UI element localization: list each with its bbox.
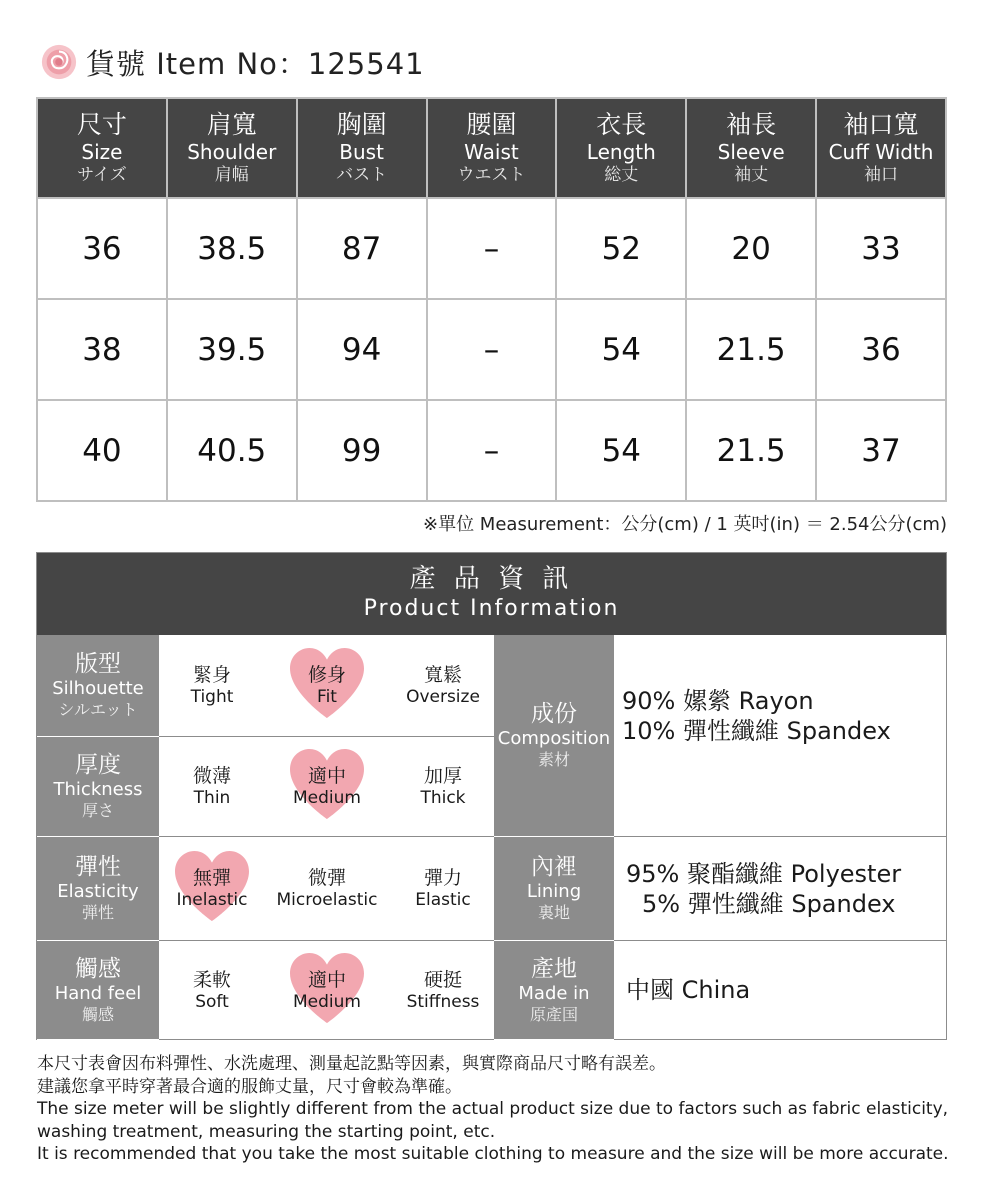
option-label-en: Microelastic xyxy=(276,890,378,910)
attr-label-composition xyxy=(494,635,614,837)
attr-options-row xyxy=(159,837,494,941)
attr-label-elasticity xyxy=(37,837,159,941)
page-header xyxy=(40,40,425,84)
attr-label-en: Hand feel xyxy=(54,982,142,1004)
column-header-size xyxy=(37,98,167,198)
value-line: 中國 China xyxy=(626,976,751,1004)
column-header-zh: 腰圍 xyxy=(466,110,517,139)
table-cell: 39.5 xyxy=(167,299,297,400)
table-cell: – xyxy=(427,400,557,501)
column-header-cuff-width xyxy=(816,98,946,198)
attr-label-ja: 裏地 xyxy=(537,903,570,922)
value-line: 5% 彈性纖維 Spandex xyxy=(642,889,896,918)
column-header-shoulder xyxy=(167,98,297,198)
option-label-en: Fit xyxy=(317,687,337,707)
table-row xyxy=(37,400,946,501)
table-cell: 54 xyxy=(556,400,686,501)
option-label-zh: 緊身 xyxy=(192,664,231,686)
table-cell: 99 xyxy=(297,400,427,501)
option-label-en: Medium xyxy=(293,788,361,808)
column-header-zh: 胸圍 xyxy=(336,110,387,139)
column-header-en: Cuff Width xyxy=(828,140,934,164)
column-header-zh: 衣長 xyxy=(596,110,647,139)
option xyxy=(273,837,381,941)
attr-label-zh: 版型 xyxy=(75,651,121,677)
option xyxy=(158,737,266,837)
option-label-zh: 彈力 xyxy=(423,867,462,889)
product-info-title-zh: 產 品 資 訊 xyxy=(409,564,574,594)
column-header-zh: 尺寸 xyxy=(76,110,127,139)
product-info-panel xyxy=(36,552,947,1040)
attr-label-zh: 厚度 xyxy=(75,752,121,778)
option-label-zh: 微薄 xyxy=(192,765,231,787)
attr-label-zh: 成份 xyxy=(531,701,577,727)
table-cell: – xyxy=(427,198,557,299)
option-label-en: Inelastic xyxy=(176,890,248,910)
table-cell: 40 xyxy=(37,400,167,501)
attr-options-row xyxy=(159,737,494,837)
option-label-en: Oversize xyxy=(406,687,480,707)
attr-label-hand-feel xyxy=(37,941,159,1040)
attr-label-thickness xyxy=(37,737,159,837)
disclaimer-line: washing treatment, measuring the starting point, etc. xyxy=(37,1121,496,1142)
attr-label-en: Elasticity xyxy=(57,881,139,902)
measurement-note: ※單位 Measurement：公分(cm) / 1 英吋(in) ＝ 2.54公分(cm) xyxy=(423,514,947,535)
attr-label-en: Composition xyxy=(497,728,611,749)
attr-label-silhouette xyxy=(37,635,159,737)
table-cell: 54 xyxy=(556,299,686,400)
table-cell: 36 xyxy=(37,198,167,299)
column-header-ja: 肩幅 xyxy=(214,165,249,185)
attr-label-ja: シルエット xyxy=(58,700,138,719)
option-label-en: Soft xyxy=(195,991,229,1012)
column-header-en: Size xyxy=(81,140,123,164)
option-label-zh: 加厚 xyxy=(423,765,462,787)
table-cell: 33 xyxy=(816,198,946,299)
attr-label-ja: 厚さ xyxy=(81,801,114,820)
attr-label-zh: 觸感 xyxy=(75,955,121,982)
disclaimer-line: The size meter will be slightly different from the actual product size due to factors such as fabric elasticity, xyxy=(37,1099,949,1119)
attr-value-lining xyxy=(614,837,946,941)
column-header-en: Shoulder xyxy=(187,140,277,164)
table-cell: 36 xyxy=(816,299,946,400)
table-row xyxy=(37,299,946,400)
column-header-bust xyxy=(297,98,427,198)
option xyxy=(389,941,497,1040)
option-selected xyxy=(273,635,381,737)
column-header-waist xyxy=(427,98,557,198)
option-label-zh: 柔軟 xyxy=(192,968,231,991)
option-label-en: Elastic xyxy=(415,890,471,910)
attr-label-ja: 原產国 xyxy=(529,1004,578,1024)
table-row xyxy=(37,198,946,299)
attr-label-ja: 觸感 xyxy=(81,1004,114,1024)
option xyxy=(389,737,497,837)
attr-label-zh: 產地 xyxy=(531,955,577,982)
attr-value-composition xyxy=(614,635,946,837)
value-line: 95% 聚酯纖維 Polyester xyxy=(626,859,902,888)
table-cell: 40.5 xyxy=(167,400,297,501)
value-line: 10% 彈性纖維 Spandex xyxy=(622,716,891,745)
attr-label-lining xyxy=(494,837,614,941)
table-cell: 20 xyxy=(686,198,816,299)
table-cell: – xyxy=(427,299,557,400)
option-label-en: Thick xyxy=(420,788,466,808)
option-selected xyxy=(273,737,381,837)
column-header-ja: 袖丈 xyxy=(734,165,769,185)
option-selected xyxy=(273,941,381,1040)
product-info-header xyxy=(37,553,946,635)
option-selected xyxy=(158,837,266,941)
column-header-zh: 肩寬 xyxy=(206,110,257,139)
table-cell: 52 xyxy=(556,198,686,299)
table-cell: 37 xyxy=(816,400,946,501)
product-info-title-en: Product Information xyxy=(363,596,620,621)
attr-label-zh: 內裡 xyxy=(531,854,577,880)
column-header-en: Waist xyxy=(464,140,519,164)
size-table xyxy=(36,97,947,502)
attr-value-origin xyxy=(614,941,946,1040)
option xyxy=(158,941,266,1040)
table-cell: 38 xyxy=(37,299,167,400)
column-header-zh: 袖口寬 xyxy=(843,110,919,139)
disclaimer-line: It is recommended that you take the most suitable clothing to measure and the size will be more accurate. xyxy=(37,1144,949,1164)
attr-label-origin xyxy=(494,941,614,1040)
option xyxy=(158,635,266,737)
column-header-en: Sleeve xyxy=(717,140,785,164)
table-cell: 21.5 xyxy=(686,299,816,400)
table-cell: 38.5 xyxy=(167,198,297,299)
attr-label-en: Silhouette xyxy=(52,678,144,699)
column-header-ja: ウエスト xyxy=(457,165,526,185)
column-header-sleeve xyxy=(686,98,816,198)
attr-options-row xyxy=(159,941,494,1040)
attr-label-zh: 彈性 xyxy=(75,854,121,880)
rose-icon xyxy=(40,43,78,81)
column-header-ja: 総丈 xyxy=(604,165,639,185)
attr-options-row xyxy=(159,635,494,737)
table-cell: 21.5 xyxy=(686,400,816,501)
option xyxy=(389,837,497,941)
option-label-en: Stiffness xyxy=(406,991,480,1012)
column-header-en: Bust xyxy=(339,140,384,164)
option-label-zh: 無彈 xyxy=(192,867,231,889)
table-cell: 87 xyxy=(297,198,427,299)
item-number-title: 貨號 Item No：125541 xyxy=(86,46,425,81)
option-label-zh: 適中 xyxy=(307,765,346,787)
attr-label-en: Thickness xyxy=(53,779,143,800)
disclaimer xyxy=(37,1053,952,1166)
option-label-en: Tight xyxy=(190,687,234,707)
column-header-en: Length xyxy=(586,140,656,164)
option-label-zh: 硬挺 xyxy=(423,968,462,991)
column-header-length xyxy=(556,98,686,198)
column-header-ja: 袖口 xyxy=(864,165,899,185)
option-label-zh: 寬鬆 xyxy=(423,664,462,686)
disclaimer-line: 本尺寸表會因布料彈性、水洗處理、測量起訖點等因素，與實際商品尺寸略有誤差。 xyxy=(37,1054,666,1074)
attr-label-ja: 素材 xyxy=(537,750,570,769)
column-header-zh: 袖長 xyxy=(726,110,777,139)
disclaimer-line: 建議您拿平時穿著最合適的服飾丈量，尺寸會較為準確。 xyxy=(37,1076,462,1097)
option-label-en: Thin xyxy=(193,788,231,808)
column-header-ja: サイズ xyxy=(77,165,127,185)
option-label-zh: 修身 xyxy=(307,664,346,686)
column-header-ja: バスト xyxy=(336,165,388,185)
option-label-en: Medium xyxy=(293,991,361,1012)
value-line: 90% 嫘縈 Rayon xyxy=(622,686,814,715)
option-label-zh: 微彈 xyxy=(307,867,346,889)
option-label-zh: 適中 xyxy=(307,968,346,991)
table-cell: 94 xyxy=(297,299,427,400)
attr-label-en: Lining xyxy=(526,881,582,902)
option xyxy=(389,635,497,737)
attr-label-ja: 弾性 xyxy=(81,903,114,922)
attr-label-en: Made in xyxy=(518,982,590,1004)
